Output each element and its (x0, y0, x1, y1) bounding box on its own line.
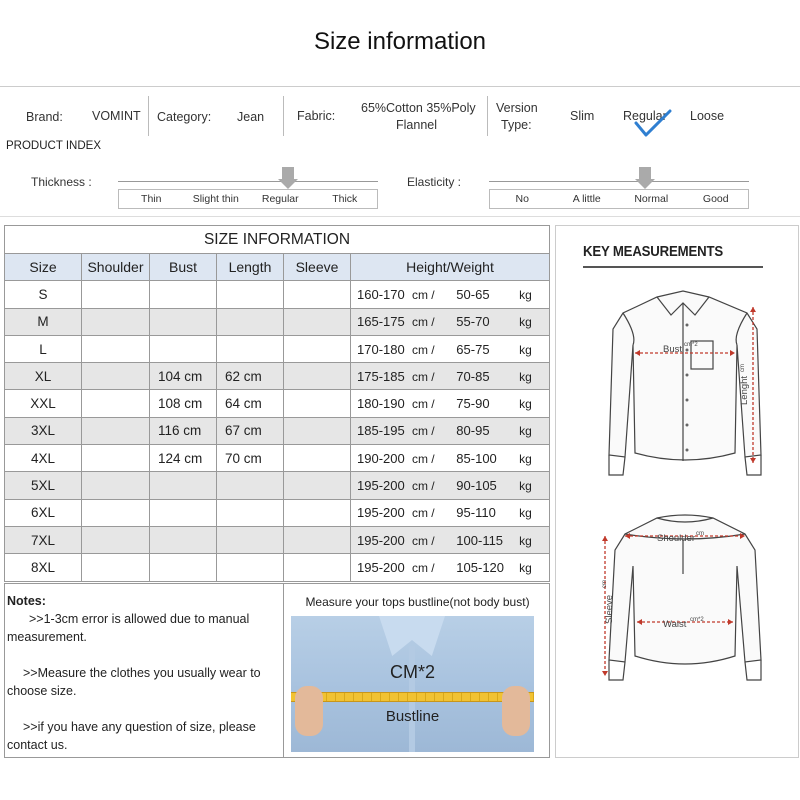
cell-shoulder (82, 308, 150, 335)
column-header: Length (217, 254, 284, 281)
note-item: >>if you have any question of size, please contact us. (7, 720, 256, 752)
weight: 65-75 (456, 341, 490, 357)
category-value: Jean (237, 110, 265, 124)
fabric-value-line2: Flannel (396, 118, 437, 132)
notes-title: Notes: (7, 594, 46, 608)
height-unit: cm / (411, 342, 435, 357)
bustline-label: Bustline (385, 708, 440, 725)
cell-sleeve (284, 445, 351, 472)
version-label-line1: Version (496, 101, 538, 115)
cell-shoulder (82, 335, 150, 362)
front-bust-unit: cm*2 (684, 342, 698, 348)
divider (148, 96, 149, 136)
table-row (5, 472, 550, 499)
weight-unit: kg (519, 424, 532, 439)
elasticity-option-a-little: A little (572, 193, 601, 205)
size-table-caption: SIZE INFORMATION (5, 226, 550, 254)
cell-sleeve (284, 281, 351, 308)
cell-length (217, 472, 284, 499)
back-shoulder-label: Shoulder (657, 533, 696, 544)
thickness-scale (118, 189, 378, 209)
cell-shoulder (82, 554, 150, 581)
weight: 90-105 (456, 478, 497, 494)
measuring-tape (291, 692, 534, 702)
table-row (5, 390, 550, 417)
cell-sleeve (284, 390, 351, 417)
table-row (5, 445, 550, 472)
table-row (5, 363, 550, 390)
cell-bust (150, 335, 217, 362)
weight: 105-120 (456, 559, 505, 575)
thickness-option-slight-thin: Slight thin (192, 193, 239, 205)
note-item: >>Measure the clothes you usually wear to choose size. (7, 666, 261, 698)
cell-size: S (5, 281, 82, 308)
version-option-regular: Regular (623, 109, 667, 123)
front-bust-label: Bust (663, 344, 683, 355)
note-item: >>1-3cm error is allowed due to manual measurement. (7, 612, 250, 644)
cell-height-weight (351, 499, 550, 526)
category-label: Category: (157, 110, 212, 124)
cell-shoulder (82, 499, 150, 526)
cell-length (217, 526, 284, 553)
cell-shoulder (82, 417, 150, 444)
weight: 100-115 (456, 532, 504, 548)
cell-size: 7XL (5, 526, 82, 553)
title-underline (583, 266, 763, 268)
table-row (5, 308, 550, 335)
column-header: Sleeve (284, 254, 351, 281)
column-header: Size (5, 254, 82, 281)
height-unit: cm / (411, 424, 435, 439)
weight-unit: kg (519, 315, 532, 330)
cell-length: 62 cm (217, 363, 284, 390)
elasticity-option-good: Good (702, 193, 729, 205)
thickness-option-thick: Thick (332, 193, 358, 205)
weight-unit: kg (519, 369, 532, 384)
height-unit: cm / (411, 397, 435, 412)
divider (283, 96, 284, 136)
weight: 75-90 (456, 396, 490, 412)
cell-length (217, 554, 284, 581)
elasticity-scale-line (489, 181, 749, 182)
back-shoulder-unit: cm (696, 531, 704, 537)
version-label-line2: Type: (501, 118, 532, 132)
key-measurements-title: KEY MEASUREMENTS (583, 243, 723, 260)
cell-shoulder (82, 363, 150, 390)
height-unit: cm / (411, 533, 435, 548)
weight-unit: kg (519, 451, 532, 466)
weight-unit: kg (519, 533, 532, 548)
height-unit: cm / (411, 506, 435, 521)
bustline-photo (291, 616, 534, 752)
height: 165-175 (357, 314, 405, 330)
elasticity-option-no: No (515, 193, 529, 205)
cell-size: M (5, 308, 82, 335)
cell-height-weight (351, 526, 550, 553)
cell-sleeve (284, 526, 351, 553)
cell-length (217, 499, 284, 526)
weight-unit: kg (519, 342, 532, 357)
back-sleeve-unit: cm (602, 580, 608, 588)
weight: 50-65 (456, 286, 490, 302)
product-info-row (0, 86, 800, 146)
cell-length (217, 335, 284, 362)
fabric-label: Fabric: (297, 109, 336, 123)
thickness-option-regular: Regular (261, 193, 299, 205)
section-divider (0, 216, 800, 217)
divider (283, 583, 284, 758)
cell-shoulder (82, 472, 150, 499)
fabric-value-line1: 65%Cotton 35%Poly (361, 101, 476, 115)
divider (487, 96, 488, 136)
cell-bust: 124 cm (150, 445, 217, 472)
cell-size: XXL (5, 390, 82, 417)
height: 175-185 (357, 368, 405, 384)
cell-bust: 116 cm (150, 417, 217, 444)
weight: 85-100 (456, 450, 497, 466)
weight-unit: kg (519, 506, 532, 521)
weight: 70-85 (456, 368, 490, 384)
back-sleeve-label: Sleeve (604, 594, 615, 624)
cell-shoulder (82, 390, 150, 417)
cell-size: L (5, 335, 82, 362)
front-length-label: Lenght (739, 375, 750, 405)
cell-shoulder (82, 281, 150, 308)
cell-height-weight (351, 335, 550, 362)
cell-height-weight (351, 445, 550, 472)
column-header: Shoulder (82, 254, 150, 281)
cell-sleeve (284, 417, 351, 444)
cell-size: XL (5, 363, 82, 390)
table-row (5, 335, 550, 362)
shirt-front-diagram (595, 285, 775, 495)
cell-length: 67 cm (217, 417, 284, 444)
cell-sleeve (284, 363, 351, 390)
notes (7, 592, 279, 772)
cell-bust (150, 472, 217, 499)
thickness-label: Thickness : (31, 175, 92, 189)
cell-height-weight (351, 390, 550, 417)
elasticity-label: Elasticity : (407, 175, 462, 189)
cell-bust (150, 526, 217, 553)
cell-bust (150, 554, 217, 581)
cell-sleeve (284, 499, 351, 526)
weight-unit: kg (519, 560, 532, 575)
cell-length: 70 cm (217, 445, 284, 472)
cell-size: 3XL (5, 417, 82, 444)
weight: 95-110 (456, 505, 496, 521)
cell-bust (150, 308, 217, 335)
weight: 55-70 (456, 314, 490, 330)
cell-sleeve (284, 335, 351, 362)
height-unit: cm / (411, 451, 435, 466)
height-unit: cm / (411, 287, 435, 302)
cell-size: 6XL (5, 499, 82, 526)
cell-height-weight (351, 363, 550, 390)
elasticity-option-normal: Normal (634, 193, 669, 205)
table-row (5, 499, 550, 526)
cell-length (217, 281, 284, 308)
elasticity-scale (489, 189, 749, 209)
cell-shoulder (82, 445, 150, 472)
table-row (5, 526, 550, 553)
height: 195-200 (357, 559, 405, 575)
cell-sleeve (284, 308, 351, 335)
bustline-caption: Measure your tops bustline(not body bust) (305, 595, 530, 609)
height: 180-190 (357, 396, 405, 412)
version-option-loose: Loose (690, 109, 725, 123)
height: 195-200 (357, 505, 405, 521)
height: 170-180 (357, 341, 405, 357)
cell-bust (150, 281, 217, 308)
brand-value: VOMINT (92, 109, 141, 123)
cell-size: 8XL (5, 554, 82, 581)
back-waist-unit: cm*2 (690, 617, 704, 623)
cell-bust: 104 cm (150, 363, 217, 390)
weight-unit: kg (519, 397, 532, 412)
height: 185-195 (357, 423, 405, 439)
column-header: Height/Weight (351, 254, 550, 281)
table-row (5, 554, 550, 581)
product-index-label: PRODUCT INDEX (6, 140, 101, 152)
height: 160-170 (357, 286, 405, 302)
cell-size: 4XL (5, 445, 82, 472)
cell-height-weight (351, 472, 550, 499)
cell-sleeve (284, 472, 351, 499)
height: 190-200 (357, 450, 405, 466)
cell-bust (150, 499, 217, 526)
cell-sleeve (284, 554, 351, 581)
cell-length (217, 308, 284, 335)
brand-label: Brand: (26, 110, 63, 124)
thickness-scale-line (118, 181, 378, 182)
cell-length: 64 cm (217, 390, 284, 417)
version-option-slim: Slim (570, 109, 595, 123)
cell-shoulder (82, 526, 150, 553)
height-unit: cm / (411, 369, 435, 384)
cell-size: 5XL (5, 472, 82, 499)
table-row (5, 281, 550, 308)
cell-height-weight (351, 308, 550, 335)
size-table (4, 225, 550, 582)
page-title: Size information (313, 28, 487, 55)
checkmark-icon (633, 109, 673, 139)
height-unit: cm / (411, 479, 435, 494)
thickness-option-thin: Thin (141, 193, 162, 205)
back-waist-label: Waist (663, 619, 687, 630)
height-unit: cm / (411, 315, 435, 330)
table-row (5, 417, 550, 444)
shirt-back-diagram (595, 510, 775, 690)
weight-unit: kg (519, 287, 532, 302)
column-header: Bust (150, 254, 217, 281)
cell-height-weight (351, 417, 550, 444)
height-unit: cm / (411, 560, 435, 575)
height: 195-200 (357, 478, 405, 494)
front-length-unit: cm (740, 364, 746, 372)
cell-height-weight (351, 281, 550, 308)
weight-unit: kg (519, 479, 532, 494)
cell-bust: 108 cm (150, 390, 217, 417)
cm-times-two-label: CM*2 (389, 662, 435, 682)
cell-height-weight (351, 554, 550, 581)
height: 195-200 (357, 532, 405, 548)
weight: 80-95 (456, 423, 490, 439)
